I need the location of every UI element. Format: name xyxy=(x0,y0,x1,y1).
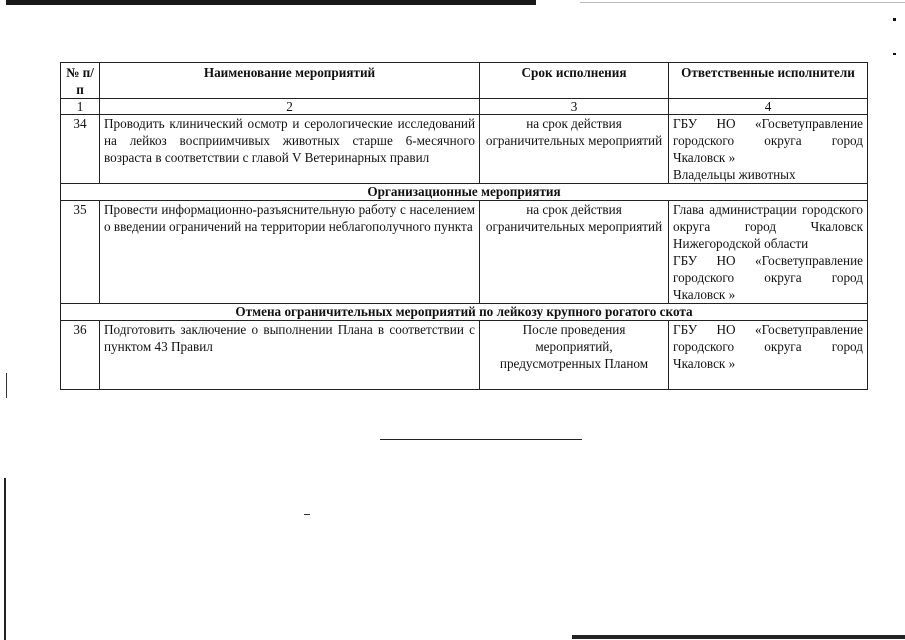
scan-edge-left xyxy=(4,478,6,640)
scan-edge-top xyxy=(6,0,536,5)
responsible-entry: Владельцы животных xyxy=(673,167,796,182)
row-number: 36 xyxy=(61,321,100,390)
header-row xyxy=(61,63,868,99)
responsible-entry: ГБУ НО «Госветуправление городского округа город Чкаловск » xyxy=(673,322,863,371)
scan-dot xyxy=(893,18,896,21)
index-cell: 1 xyxy=(61,99,100,115)
row-number: 35 xyxy=(61,201,100,304)
section-title: Организационные мероприятия xyxy=(61,184,868,201)
table-row xyxy=(61,321,868,390)
table-row xyxy=(61,201,868,304)
activity-responsible xyxy=(669,201,868,304)
activity-responsible xyxy=(669,321,868,390)
activity-responsible xyxy=(669,115,868,184)
section-row xyxy=(61,184,868,201)
row-number: 34 xyxy=(61,115,100,184)
section-title: Отмена ограничительных мероприятий по лейкозу крупного рогатого скота xyxy=(61,304,868,321)
scan-edge-top-right xyxy=(580,2,905,3)
header-responsible: Ответственные исполнители xyxy=(669,63,868,99)
section-row xyxy=(61,304,868,321)
table-row xyxy=(61,115,868,184)
header-num: № п/п xyxy=(61,63,100,99)
index-row xyxy=(61,99,868,115)
activity-name: Подготовить заключение о выполнении Плана в соответствии с пунктом 43 Правил xyxy=(100,321,480,390)
plan-table xyxy=(60,62,868,390)
scan-edge-bottom xyxy=(572,635,905,639)
scan-mark-left xyxy=(6,373,7,398)
responsible-entry: Глава администрации городского округа город Чкаловск Нижегородской области xyxy=(673,202,863,251)
activity-term: После проведения мероприятий, предусмотренных Планом xyxy=(480,321,669,390)
index-cell: 3 xyxy=(480,99,669,115)
header-name: Наименование мероприятий xyxy=(100,63,480,99)
activity-term: на срок действия ограничительных мероприятий xyxy=(480,115,669,184)
scan-dot xyxy=(893,53,896,55)
scan-dash xyxy=(304,514,310,515)
header-term: Срок исполнения xyxy=(480,63,669,99)
end-of-document-rule xyxy=(380,439,582,440)
activity-term: на срок действия ограничительных мероприятий xyxy=(480,201,669,304)
index-cell: 4 xyxy=(669,99,868,115)
responsible-entry: ГБУ НО «Госветуправление городского округа город Чкаловск » xyxy=(673,116,863,165)
responsible-entry: ГБУ НО «Госветуправление городского округа город Чкаловск » xyxy=(673,253,863,302)
activity-name: Проводить клинический осмотр и серологические исследований на лейкоз восприимчивых животных старше 6-месячного возраста в соответствии с главой V Ветеринарных правил xyxy=(100,115,480,184)
activity-name: Провести информационно-разъяснительную работу с населением о введении ограничений на территории неблагополучного пункта xyxy=(100,201,480,304)
index-cell: 2 xyxy=(100,99,480,115)
